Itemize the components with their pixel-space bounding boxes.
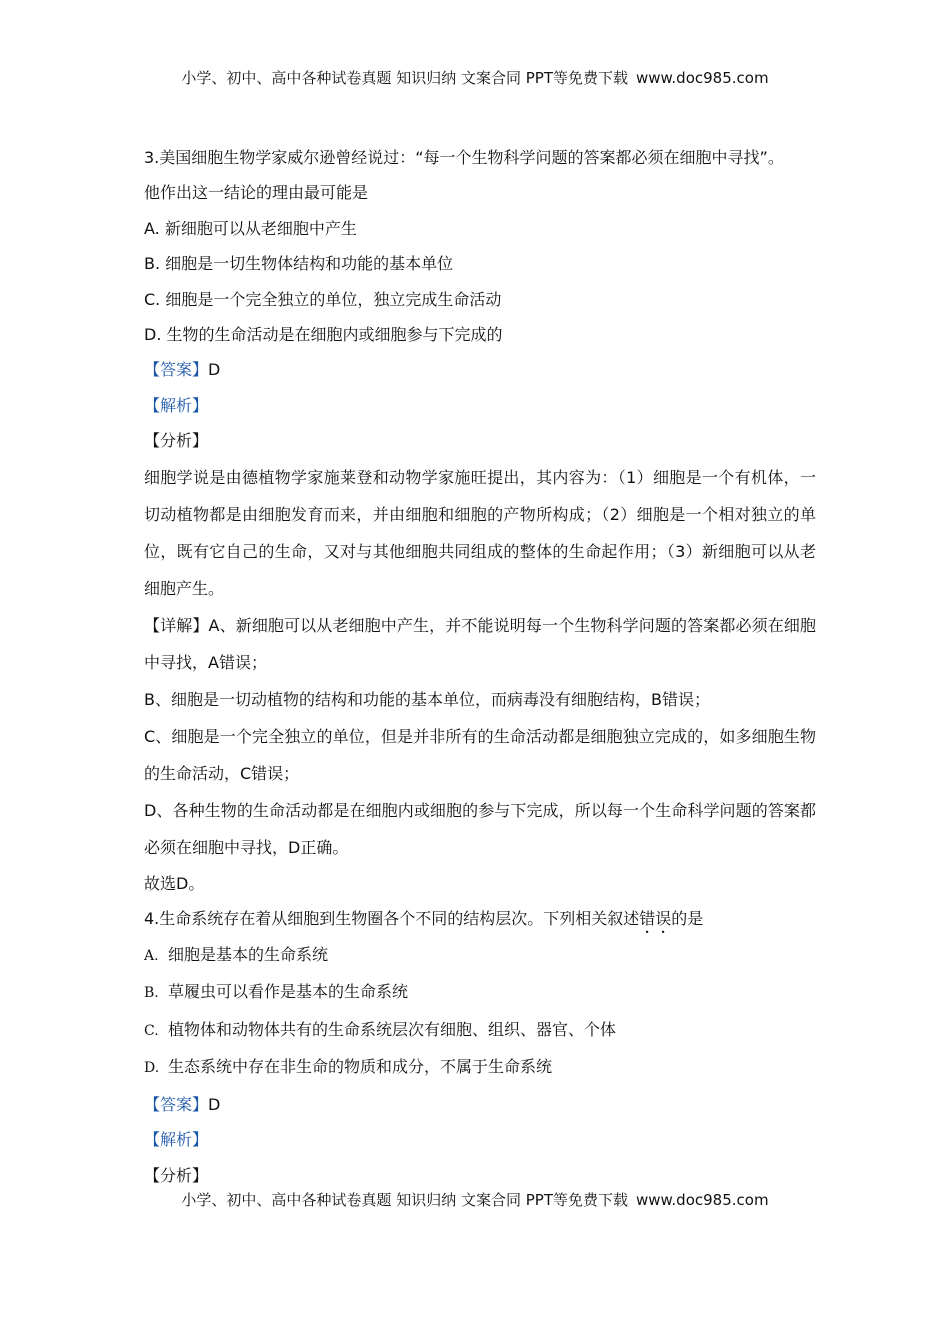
option-letter: B. <box>144 985 159 1002</box>
footer-banner <box>0 1190 950 1210</box>
banner-text: 小学、初中、高中各种试卷真题 知识归纳 文案合同 PPT等免费下载 <box>181 69 628 87</box>
q3-option-b: B. 细胞是一切生物体结构和功能的基本单位 <box>144 254 454 274</box>
option-letter: A. <box>144 948 159 965</box>
q4-stem-suffix: 的是 <box>671 909 704 929</box>
answer-value: D <box>208 360 221 380</box>
option-text: 细胞是基本的生命系统 <box>168 945 329 965</box>
option-text: 草履虫可以看作是基本的生命系统 <box>168 982 409 1002</box>
q3-xiangjie-d: D、各种生物的生命活动都是在细胞内或细胞的参与下完成，所以每一个生命科学问题的答案都必须在细胞中寻找，D正确。 <box>144 800 816 857</box>
q4-stem <box>144 901 816 937</box>
q3-conclusion: 故选D。 <box>144 873 205 893</box>
q4-stem-emphasis: 错误 <box>639 909 672 929</box>
banner-text: 小学、初中、高中各种试卷真题 知识归纳 文案合同 PPT等免费下载 <box>181 1191 628 1209</box>
q4-stem-prefix: 4.生命系统存在着从细胞到生物圈各个不同的结构层次。下列相关叙述 <box>144 909 640 929</box>
q3-stem-line1: 3.美国细胞生物学家威尔逊曾经说过：“每一个生物科学问题的答案都必须在细胞中寻找”。 <box>144 148 784 167</box>
answer-tag: 【答案】 <box>144 1094 209 1114</box>
q3-stem-line2: 他作出这一结论的理由最可能是 <box>144 183 369 203</box>
option-letter: D. <box>144 1060 160 1077</box>
q3-answer <box>144 352 816 387</box>
q4-jiexi-tag: 【解析】 <box>144 1130 209 1150</box>
q4-fenxi-tag: 【分析】 <box>144 1165 209 1185</box>
answer-tag: 【答案】 <box>144 360 209 380</box>
xiangjie-tag: 【详解】 <box>144 615 209 635</box>
q3-option-c: C. 细胞是一个完全独立的单位，独立完成生命活动 <box>144 289 502 309</box>
option-text: 植物体和动物体共有的生命系统层次有细胞、组织、器官、个体 <box>168 1019 617 1039</box>
q3-xiangjie-b: B、细胞是一切动植物的结构和功能的基本单位，而病毒没有细胞结构，B错误； <box>144 689 710 709</box>
q4-option-d <box>144 1049 816 1086</box>
header-banner <box>0 68 950 88</box>
q3-jiexi-tag: 【解析】 <box>144 395 209 415</box>
q3-fenxi-text: 细胞学说是由德植物学家施莱登和动物学家施旺提出，其内容为：（1）细胞是一个有机体，一切动植物都是由细胞发育而来，并由细胞和细胞的产物所构成；（2）细胞是一个相对独立的单位，既有它自己的生命，又对与其他细胞共同组成的整体的生命起作用；（3）新细胞可以从老细胞产生。 <box>144 467 816 598</box>
document-body <box>144 140 816 1193</box>
answer-value: D <box>208 1094 221 1114</box>
q4-answer <box>144 1087 816 1122</box>
q4-option-a <box>144 937 816 974</box>
q3-xiangjie-a <box>144 607 816 681</box>
option-letter: C. <box>144 1022 159 1039</box>
banner-url[interactable]: www.doc985.com <box>635 1191 769 1209</box>
xiangjie-a-text: A、新细胞可以从老细胞中产生，并不能说明每一个生物科学问题的答案都必须在细胞中寻找，A错误； <box>144 615 816 672</box>
q3-fenxi-tag: 【分析】 <box>144 431 209 451</box>
q4-option-c <box>144 1012 816 1049</box>
q4-option-b <box>144 974 816 1011</box>
q3-option-a: A. 新细胞可以从老细胞中产生 <box>144 218 357 238</box>
banner-url[interactable]: www.doc985.com <box>635 69 769 87</box>
option-text: 生态系统中存在非生命的物质和成分，不属于生命系统 <box>168 1057 553 1077</box>
q3-option-d: D. 生物的生命活动是在细胞内或细胞参与下完成的 <box>144 325 503 345</box>
q3-xiangjie-c: C、细胞是一个完全独立的单位，但是并非所有的生命活动都是细胞独立完成的，如多细胞生物的生命活动，C错误； <box>144 726 816 783</box>
